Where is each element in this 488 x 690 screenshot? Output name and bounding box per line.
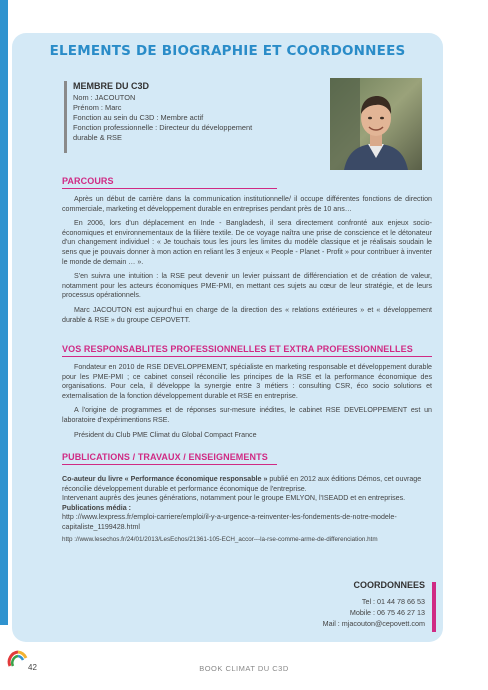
page-title: ELEMENTS DE BIOGRAPHIE ET COORDONNEES [49, 43, 406, 59]
page-number: 42 [28, 663, 37, 672]
book-description: publié en 2012 aux éditions Démos, cet ouvrage réconcilie développement durable et performance économique de l'entreprise. [62, 475, 422, 493]
parcours-text [62, 195, 432, 330]
member-firstname: Prénom : Marc [73, 103, 122, 112]
coordonnees-heading: COORDONNEES [353, 580, 425, 590]
member-professional-function-cont: durable & RSE [73, 133, 122, 142]
responsabilites-underline [62, 356, 432, 357]
media-link-lesechos[interactable]: http ://www.lesechos.fr/24/01/2013/LesEchos/21361-105-ECH_accor---la-rse-comme-arme-de-differenciation.htm [62, 535, 378, 543]
media-link-lexpress[interactable]: http ://www.lexpress.fr/emploi-carriere/emploi/il-y-a-urgence-a-reinventer-les-fondements-de-notre-modele-capitaliste_1199428.html [62, 513, 397, 531]
responsabilites-paragraph: Fondateur en 2010 de RSE DEVELOPPEMENT, spécialiste en marketing responsable et développement durable pour les PME-PMI ; ce cabinet conseil réconcilie les principes de la RSE et la performance économique des organisations. Pour cela, il développe la synergie entre 3 métiers : consulting CSR, éco socio solutions et externalisation de la fonction développement durable et RSE en entreprise. [62, 363, 432, 400]
parcours-heading: PARCOURS [62, 176, 114, 186]
publications-heading: PUBLICATIONS / TRAVAUX / ENSEIGNEMENTS [62, 452, 268, 462]
portrait-photo [330, 78, 422, 170]
parcours-paragraph: En 2006, lors d'un déplacement en Inde - Bangladesh, il sera directement confronté aux enjeux socio-économiques et environnementaux de la filière textile. De ce voyage naîtra une prise de conscience et le détonateur d'un changement individuel : « Je touchais tous les jours les limites du modèle classique et je réalisais soudain le sens que je pouvais donner à mon action en reliant les 3 enjeux « People - Planet - Profit » pour contribuer à inventer le monde de demain … ». [62, 219, 432, 266]
responsabilites-paragraph: Président du Club PME Climat du Global Compact France [74, 430, 257, 439]
book-title: Co-auteur du livre « Performance économique responsable » [62, 475, 268, 483]
media-label: Publications média : [62, 503, 131, 512]
member-c3d-function: Fonction au sein du C3D : Membre actif [73, 113, 204, 122]
parcours-paragraph: Marc JACOUTON est aujourd'hui en charge de la direction des « relations extérieures » et « développement durable & RSE » du groupe CEPOVETT. [62, 305, 432, 324]
publications-text [62, 475, 432, 544]
parcours-paragraph: Après un début de carrière dans la communication institutionnelle/ il occupe différentes fonctions de direction commerciale, marketing et développement durable en entreprises pendant près de 10 ans… [62, 195, 432, 213]
member-name: Nom : JACOUTON [73, 93, 136, 102]
teaching-paragraph: Intervenant auprès des jeunes générations, notamment pour le groupe EMLYON, l'ISEADD et en entreprises. [62, 494, 406, 503]
parcours-underline [62, 188, 277, 189]
responsabilites-paragraph: A l'origine de programmes et de réponses sur-mesure inédites, le cabinet RSE DEVELOPPEMENT est un laboratoire d'expérimentions RSE. [62, 406, 432, 424]
parcours-paragraph: S'en suivra une intuition : la RSE peut devenir un levier puissant de différenciation et de création de valeur, notamment pour les acteurs économiques PME-PMI, en mettant ces sujets au cœur de leur stratégie, et de leurs processus opérationnels. [62, 272, 432, 300]
member-info [64, 81, 323, 153]
responsabilites-text [62, 363, 432, 445]
contact-mobile: Mobile : 06 75 46 27 13 [349, 608, 425, 617]
member-title: MEMBRE DU C3D [73, 81, 150, 91]
contact-mail[interactable]: Mail : mjacouton@cepovett.com [322, 619, 425, 628]
responsabilites-heading: VOS RESPONSABLITES PROFESSIONNELLES ET EXTRA PROFESSIONNELLES [62, 344, 413, 354]
book-paragraph [62, 475, 432, 494]
publications-underline [62, 464, 277, 465]
footer-book-title: BOOK CLIMAT DU C3D [199, 664, 289, 673]
left-accent-bar [0, 0, 8, 625]
contact-tel: Tel : 01 44 78 66 53 [361, 597, 425, 606]
coordonnees-accent-bar [432, 582, 436, 632]
member-professional-function: Fonction professionnelle : Directeur du développement [73, 123, 253, 132]
